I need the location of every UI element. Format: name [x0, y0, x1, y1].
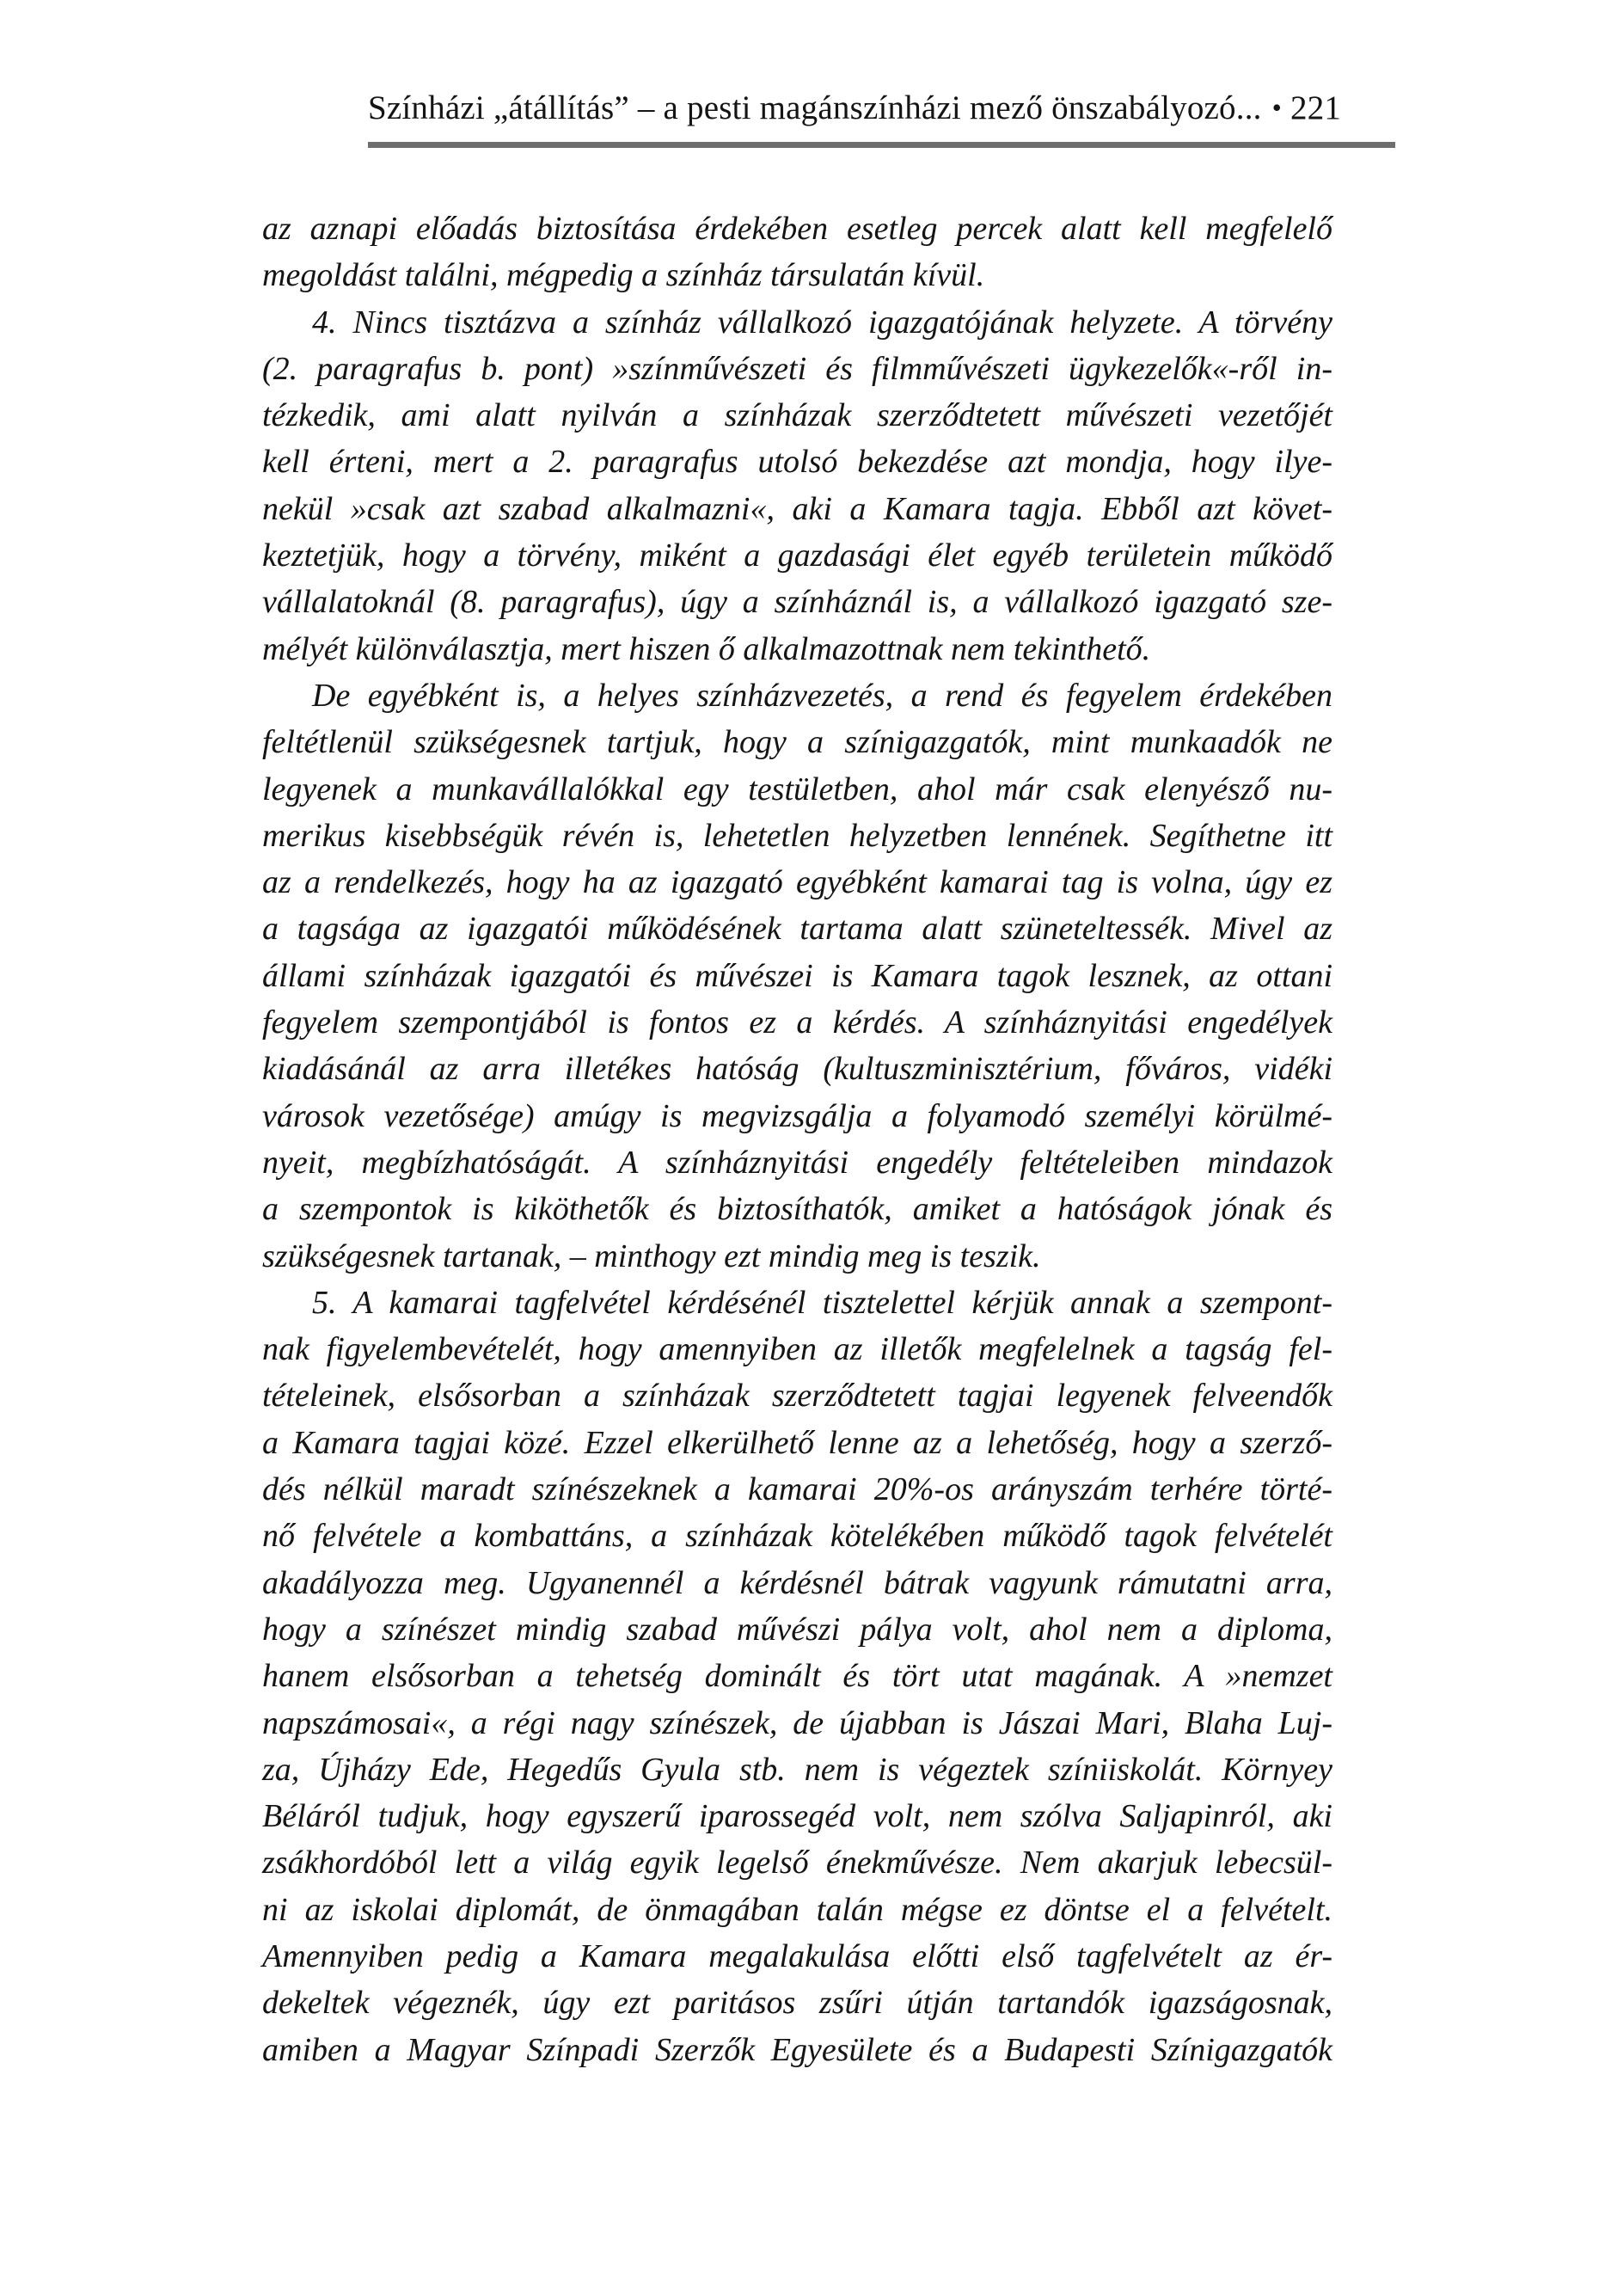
running-header-line [368, 83, 1395, 132]
bullet-separator: • [1271, 92, 1283, 123]
text-line: dés nélkül maradt színészeknek a kamarai 20%-os arányszám terhére törté- [262, 1471, 1332, 1508]
text-line: fegyelem szempontjából is fontos ez a kérdés. A színháznyitási engedélyek [262, 1004, 1332, 1041]
text-line: szükségesnek tartanak, – minthogy ezt mindig meg is teszik. [262, 1237, 1041, 1274]
text-line: Béláról tudjuk, hogy egyszerű iparossegéd volt, nem szólva Saljapinról, aki [262, 1798, 1332, 1835]
text-line: a Kamara tagjai közé. Ezzel elkerülhető lenne az a lehetőség, hogy a szerző- [262, 1424, 1332, 1461]
text-line: az a rendelkezés, hogy ha az igazgató egyébként kamarai tag is volna, úgy ez [262, 864, 1332, 901]
text-line: az aznapi előadás biztosítása érdekében esetleg percek alatt kell megfelelő [262, 211, 1332, 247]
text-line: (2. paragrafus b. pont) »színművészeti és filmművészeti ügykezelők«-ről in- [262, 350, 1332, 387]
text-line: nekül »csak azt szabad alkalmazni«, aki a Kamara tagja. Ebből azt követ- [262, 490, 1332, 527]
page-number: 221 [1290, 89, 1342, 126]
header-rule [368, 142, 1395, 148]
text-line: nak figyelembevételét, hogy amennyiben az illetők megfelelnek a tagság fel- [262, 1331, 1332, 1368]
text-line: Amennyiben pedig a Kamara megalakulása előtti első tagfelvételt az ér- [262, 1937, 1332, 1974]
text-line: amiben a Magyar Színpadi Szerzők Egyesülete és a Budapesti Színigazgatók [262, 2031, 1332, 2068]
text-line: tételeinek, elsősorban a színházak szerződtetett tagjai legyenek felveendők [262, 1378, 1332, 1415]
text-line: 4. Nincs tisztázva a színház vállalkozó igazgatójának helyzete. A törvény [312, 304, 1332, 341]
text-line: De egyébként is, a helyes színházvezetés, a rend és fegyelem érdekében [312, 677, 1332, 714]
text-line: vállalatoknál (8. paragrafus), úgy a színháznál is, a vállalkozó igazgató sze- [262, 584, 1332, 621]
text-line: kiadásánál az arra illetékes hatóság (kultuszminisztérium, főváros, vidéki [262, 1051, 1332, 1088]
text-line: hanem elsősorban a tehetség dominált és tört utat magának. A »nemzet [262, 1658, 1332, 1695]
text-line: akadályozza meg. Ugyanennél a kérdésnél bátrak vagyunk rámutatni arra, [262, 1564, 1332, 1601]
running-title: Színházi „átállítás” – a pesti magánszínházi mező önszabályozó... [368, 89, 1262, 126]
text-line: kell érteni, mert a 2. paragrafus utolsó bekezdése azt mondja, hogy ilye- [262, 444, 1332, 481]
text-line: megoldást találni, mégpedig a színház társulatán kívül. [262, 257, 985, 294]
text-line: keztetjük, hogy a törvény, miként a gazdasági élet egyéb területein működő [262, 537, 1332, 574]
text-line: a tagsága az igazgatói működésének tartama alatt szüneteltessék. Mivel az [262, 911, 1332, 948]
body-text-block [262, 206, 1332, 2073]
text-line: a szempontok is kiköthetők és biztosíthatók, amiket a hatóságok jónak és [262, 1191, 1332, 1228]
text-line: 5. A kamarai tagfelvétel kérdésénél tisztelettel kérjük annak a szempont- [312, 1284, 1332, 1321]
text-line: feltétlenül szükségesnek tartjuk, hogy a színigazgatók, mint munkaadók ne [262, 724, 1332, 761]
text-line: állami színházak igazgatói és művészei is Kamara tagok lesznek, az ottani [262, 957, 1332, 994]
text-line: hogy a színészet mindig szabad művészi pálya volt, ahol nem a diploma, [262, 1611, 1332, 1648]
text-line: zsákhordóból lett a világ egyik legelső énekművésze. Nem akarjuk lebecsül- [262, 1845, 1332, 1882]
text-line: nő felvétele a kombattáns, a színházak kötelékében működő tagok felvételét [262, 1518, 1332, 1555]
text-line: mélyét különválasztja, mert hiszen ő alkalmazottnak nem tekinthető. [262, 630, 1151, 667]
text-line: ni az iskolai diplomát, de önmagában talán mégse ez döntse el a felvételt. [262, 1891, 1332, 1928]
text-line: dekeltek végeznék, úgy ezt paritásos zsűri útján tartandók igazságosnak, [262, 1985, 1332, 2022]
text-line: tézkedik, ami alatt nyilván a színházak szerződtetett művészeti vezetőjét [262, 397, 1332, 434]
text-line: merikus kisebbségük révén is, lehetetlen helyzetben lennének. Segíthetne itt [262, 817, 1332, 854]
text-line: za, Újházy Ede, Hegedűs Gyula stb. nem is végeztek színiiskolát. Környey [262, 1751, 1332, 1788]
text-line: legyenek a munkavállalókkal egy testületben, ahol már csak elenyésző nu- [262, 770, 1332, 807]
text-line: napszámosai«, a régi nagy színészek, de újabban is Jászai Mari, Blaha Luj- [262, 1704, 1332, 1741]
text-line: városok vezetősége) amúgy is megvizsgálja a folyamodó személyi körülmé- [262, 1097, 1332, 1134]
text-line: nyeit, megbízhatóságát. A színháznyitási engedély feltételeiben mindazok [262, 1144, 1332, 1181]
page-header [368, 83, 1395, 148]
